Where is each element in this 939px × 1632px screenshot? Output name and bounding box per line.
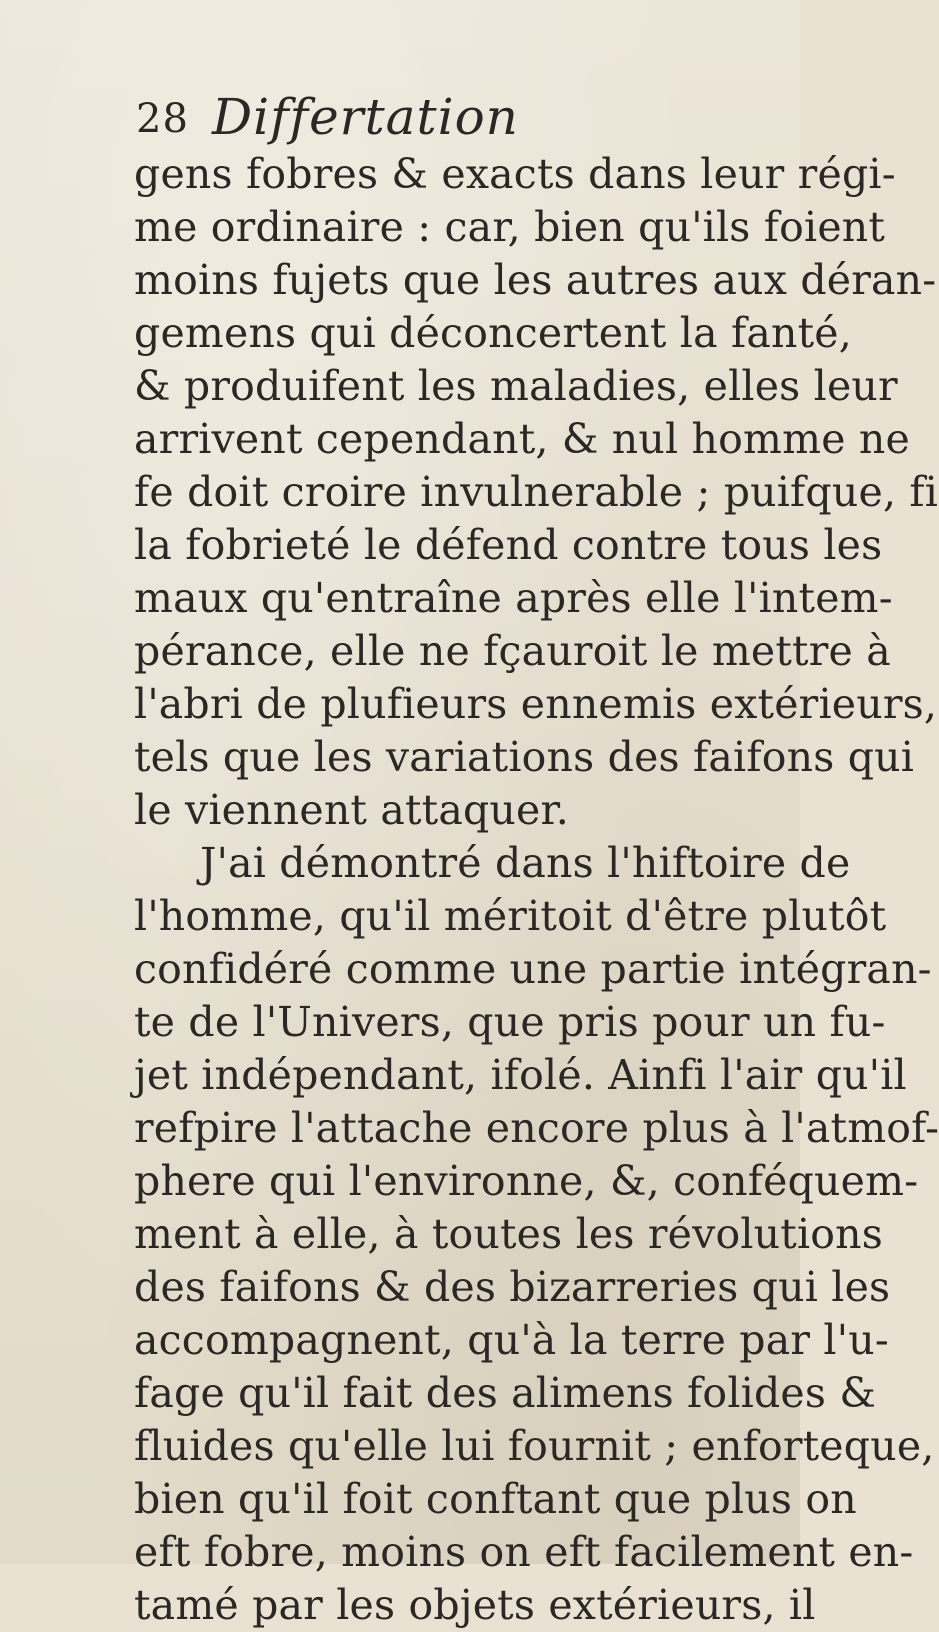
text-line: maux qu'entraîne après elle l'intem- bbox=[134, 574, 893, 622]
text-line: eft fobre, moins on eft facilement en- bbox=[134, 1528, 914, 1576]
text-line: la fobrieté le défend contre tous les bbox=[134, 521, 883, 569]
text-line: gemens qui déconcertent la fanté, bbox=[134, 309, 852, 357]
text-line: des faifons & des bizarreries qui les bbox=[134, 1263, 891, 1311]
text-line: tels que les variations des faifons qui bbox=[134, 733, 915, 781]
text-line: arrivent cependant, & nul homme ne bbox=[134, 415, 910, 463]
text-line: accompagnent, qu'à la terre par l'u- bbox=[134, 1316, 889, 1364]
text-line: jet indépendant, ifolé. Ainfi l'air qu'il bbox=[134, 1051, 907, 1099]
running-title: Differtation bbox=[212, 88, 519, 146]
text-line: l'homme, qu'il méritoit d'être plutôt bbox=[134, 892, 887, 940]
text-line: tamé par les objets extérieurs, il bbox=[134, 1581, 816, 1629]
text-line: bien qu'il foit conftant que plus on bbox=[134, 1475, 857, 1523]
text-line: le viennent attaquer. bbox=[134, 786, 570, 834]
text-line: fluides qu'elle lui fournit ; enforteque, bbox=[134, 1422, 935, 1470]
text-line: phere qui l'environne, &, conféquem- bbox=[134, 1157, 919, 1205]
text-line: pérance, elle ne fçauroit le mettre à bbox=[134, 627, 891, 675]
text-line: & produifent les maladies, elles leur bbox=[134, 362, 898, 410]
text-line: confidéré comme une partie intégran- bbox=[134, 945, 932, 993]
running-head bbox=[136, 88, 720, 146]
page-number: 28 bbox=[136, 96, 189, 142]
text-line: fe doit croire invulnerable ; puifque, fi bbox=[134, 468, 939, 516]
text-line: l'abri de plufieurs ennemis extérieurs, bbox=[134, 680, 938, 728]
body-text bbox=[134, 148, 939, 1632]
text-line: ment à elle, à toutes les révolutions bbox=[134, 1210, 884, 1258]
text-line: gens fobres & exacts dans leur régi- bbox=[134, 150, 896, 198]
text-line: me ordinaire : car, bien qu'ils foient bbox=[134, 203, 886, 251]
text-line: fage qu'il fait des alimens folides & bbox=[134, 1369, 877, 1417]
text-line: te de l'Univers, que pris pour un fu- bbox=[134, 998, 886, 1046]
paragraph-first-line: J'ai démontré dans l'hiftoire de bbox=[200, 839, 851, 887]
text-line: refpire l'attache encore plus à l'atmof- bbox=[134, 1104, 939, 1152]
text-line: moins fujets que les autres aux déran- bbox=[134, 256, 937, 304]
